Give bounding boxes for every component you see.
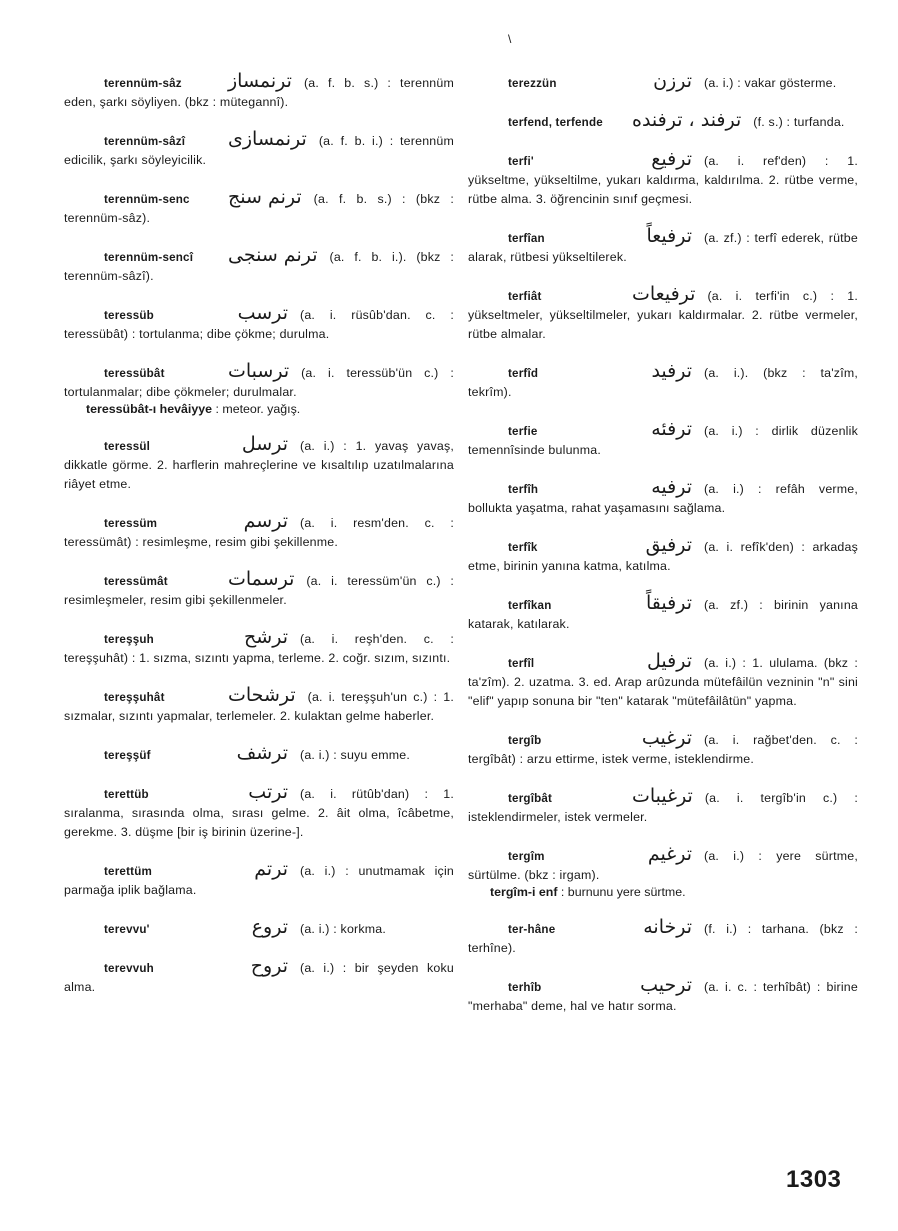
entry-arabic-script: ترغیب (641, 727, 692, 749)
entry-arabic-script: ترغیبات (632, 785, 693, 807)
entry-headword: terettüm (104, 865, 152, 878)
entry-headword: terfîh (508, 483, 539, 496)
entry-definition: (a. i. rüsûb'dan. c. : teressübât) : tortulanma; dibe çökme; durulma. (64, 308, 454, 341)
dictionary-entry (468, 652, 858, 711)
dictionary-entry (64, 512, 454, 552)
entry-arabic-script: ترفیعاً (646, 225, 692, 247)
entry-definition: (a. i. terfi'in c.) : 1. yükseltmeler, yükseltilmeler, yukarı kaldırmalar. 2. rütbe vermeler, rütbe almalar. (468, 289, 858, 341)
entry-arabic-script: ترسبات (228, 360, 290, 382)
entry-arabic-script: ترنم سنج (228, 186, 302, 208)
entry-arabic-script: ترسل (241, 433, 288, 455)
entry-arabic-script: ترفیق (645, 534, 692, 556)
dictionary-entry (468, 72, 858, 93)
dictionary-entry (64, 246, 454, 286)
entry-definition: (a. i. c. : terhîbât) : birine "merhaba" deme, hal ve hatır sorma. (468, 980, 858, 1013)
entry-headword: terfîk (508, 541, 538, 554)
entry-definition: (a. zf.) : terfî ederek, rütbe alarak, rütbesi yükseltilerek. (468, 231, 858, 264)
dictionary-entry (64, 130, 454, 170)
dictionary-entry (468, 536, 858, 576)
right-column (468, 72, 858, 1034)
entry-arabic-script: ترحیب (640, 974, 692, 996)
dictionary-entry (64, 435, 454, 494)
top-mark: \ (508, 32, 512, 46)
entry-arabic-script: ترتم (254, 858, 288, 880)
entry-headword: terfîkan (508, 599, 552, 612)
entry-definition: (a. i.) : yere sürtme, sürtülme. (bkz : irgam). (468, 849, 858, 882)
entry-headword: terfend, terfende (508, 116, 603, 129)
entry-definition: (a. i. rütûb'dan) : 1. sıralanma, sırasında olma, sırası gelme. 2. âit olma, îcâbetme, gerekme. 3. düşme [bir iş birinin üzerine-]. (64, 787, 454, 839)
dictionary-entry (468, 362, 858, 402)
entry-headword: tereşşuhât (104, 691, 165, 704)
entry-arabic-script: ترشح (244, 626, 288, 648)
dictionary-entry (64, 957, 454, 997)
dictionary-entry (64, 918, 454, 939)
entry-definition: (a. i. tereşşuh'un c.) : 1. sızmalar, sızıntı yapmalar, terlemeler. 2. kulaktan gelme haberler. (64, 690, 454, 723)
dictionary-entry (64, 744, 454, 765)
entry-headword: ter-hâne (508, 923, 556, 936)
entry-definition: (a. f. b. s.) : (bkz : terennüm-sâz). (64, 192, 454, 225)
dictionary-entry (64, 188, 454, 228)
entry-definition: (a. i. refîk'den) : arkadaş etme, birinin yanına katma, katılma. (468, 540, 858, 573)
entry-definition: (a. i.) : refâh verme, bollukta yaşatma, rahat yaşamasını sağlama. (468, 482, 858, 515)
entry-headword: terfîan (508, 232, 545, 245)
entry-arabic-script: ترتب (248, 781, 288, 803)
entry-headword: terfiât (508, 290, 542, 303)
dictionary-entry (468, 787, 858, 827)
entry-headword: terennüm-sencî (104, 251, 194, 264)
entry-headword: teressümât (104, 575, 168, 588)
entry-arabic-script: تروع (251, 916, 288, 938)
page-number: 1303 (786, 1166, 842, 1193)
left-column (64, 72, 454, 1015)
dictionary-entry (64, 570, 454, 610)
dictionary-entry (64, 783, 454, 842)
entry-arabic-script: ترفیه (651, 476, 692, 498)
entry-definition: (a. f. b. i.). (bkz : terennüm-sâzî). (64, 250, 454, 283)
entry-definition: (a. i.) : korkma. (300, 922, 387, 936)
entry-definition: (a. i. teressüb'ün c.) : tortulanmalar; dibe çökmeler; durulmalar. (64, 366, 454, 399)
entry-definition: (a. i.) : vakar gösterme. (704, 76, 837, 90)
dictionary-entry (64, 860, 454, 900)
entry-headword: tereşşuh (104, 633, 154, 646)
entry-headword: terettüb (104, 788, 149, 801)
entry-headword: terfi' (508, 155, 534, 168)
dictionary-entry (468, 420, 858, 460)
entry-headword: teressül (104, 440, 151, 453)
entry-headword: terfie (508, 425, 538, 438)
entry-arabic-script: ترنمساز (228, 70, 292, 92)
entry-definition: (a. i. reşh'den. c. : tereşşuhât) : 1. sızma, sızıntı yapma, terleme. 2. coğr. sızım, sızıntı. (64, 632, 454, 665)
dictionary-entry (468, 150, 858, 209)
entry-definition: (a. i. teressüm'ün c.) : resimleşmeler, resim gibi şekillenmeler. (64, 574, 454, 607)
entry-arabic-script: ترفیع (651, 148, 692, 170)
dictionary-entry (468, 111, 858, 132)
sub-entry-headword: tergîm-i enf (490, 885, 558, 899)
entry-arabic-script: ترزن (653, 70, 692, 92)
dictionary-entry (64, 72, 454, 112)
sub-entry-headword: teressübât-ı hevâiyye (86, 402, 213, 416)
dictionary-entry (468, 976, 858, 1016)
entry-headword: tergîb (508, 734, 542, 747)
entry-headword: terhîb (508, 981, 542, 994)
entry-definition: (a. f. b. i.) : terennüm edicilik, şarkı söyleyicilik. (64, 134, 454, 167)
entry-headword: tergîm (508, 850, 545, 863)
entry-definition: (a. zf.) : birinin yanına katarak, katılarak. (468, 598, 858, 631)
entry-arabic-script: ترفیعات (632, 283, 696, 305)
entry-headword: terfîl (508, 657, 535, 670)
sub-entry (86, 400, 454, 419)
entry-headword: terevvu' (104, 923, 150, 936)
dictionary-entry (468, 227, 858, 267)
sub-entry (490, 883, 858, 902)
entry-arabic-script: ترفند ، ترفنده (632, 109, 742, 131)
entry-arabic-script: تروح (250, 955, 288, 977)
entry-definition: (a. i.). (bkz : ta'zîm, tekrîm). (468, 366, 858, 399)
entry-headword: terennüm-sâzî (104, 135, 186, 148)
sub-entry-definition: : meteor. yağış. (215, 402, 301, 416)
entry-arabic-script: ترسمات (228, 568, 295, 590)
sub-entry-definition: : burnunu yere sürtme. (560, 885, 686, 899)
dictionary-entry (468, 845, 858, 885)
entry-headword: terezzün (508, 77, 557, 90)
entry-arabic-script: ترفئه (651, 418, 692, 440)
entry-headword: teressüm (104, 517, 158, 530)
dictionary-entry (468, 478, 858, 518)
entry-headword: teressüb (104, 309, 154, 322)
entry-headword: tereşşüf (104, 749, 151, 762)
entry-definition: (a. i. tergîb'in c.) : isteklendirmeler, istek vermeler. (468, 791, 858, 824)
entry-arabic-script: ترشف (236, 742, 288, 764)
dictionary-entry (64, 304, 454, 344)
entry-arabic-script: ترنمسازی (228, 128, 307, 150)
dictionary-entry (64, 628, 454, 668)
dictionary-entry (468, 729, 858, 769)
entry-headword: terennüm-sâz (104, 77, 182, 90)
entry-arabic-script: ترنم سنجی (228, 244, 318, 266)
entry-definition: (a. i. resm'den. c. : teressümât) : resimleşme, resim gibi şekillenme. (64, 516, 454, 549)
entry-arabic-script: ترفید (651, 360, 692, 382)
entry-definition: (a. i.) : suyu emme. (300, 748, 411, 762)
entry-headword: teressübât (104, 367, 165, 380)
entry-definition: (a. i.) : bir şeyden koku alma. (64, 961, 454, 994)
entry-definition: (a. i.) : unutmamak için parmağa iplik bağlama. (64, 864, 454, 897)
entry-definition: (a. f. b. s.) : terennüm eden, şarkı söyliyen. (bkz : mütegannî). (64, 76, 454, 109)
entry-headword: tergîbât (508, 792, 553, 805)
entry-headword: terennüm-senc (104, 193, 190, 206)
dictionary-entry (64, 362, 454, 402)
entry-arabic-script: ترسب (237, 302, 288, 324)
entry-arabic-script: ترشحات (228, 684, 296, 706)
entry-definition: (a. i.) : 1. ululama. (bkz : ta'zîm). 2. uzatma. 3. ed. Arap arûzunda mütefâilün vezninin "n" sini "elif" yapıp sonuna bir "ten" katarak "mütefâilâtün" yapma. (468, 656, 858, 708)
entry-definition: (a. i. rağbet'den. c. : tergîbât) : arzu ettirme, istek verme, isteklendirme. (468, 733, 858, 766)
entry-definition: (a. i.) : dirlik düzenlik temennîsinde bulunma. (468, 424, 858, 457)
dictionary-entry (64, 686, 454, 726)
entry-definition: (a. i. ref'den) : 1. yükseltme, yükseltilme, yukarı kaldırma, kaldırılma. 2. rütbe verme, rütbe alma. 3. öğrencinin sınıf geçmesi. (468, 154, 858, 206)
entry-headword: terevvuh (104, 962, 154, 975)
entry-arabic-script: ترفیل (647, 650, 692, 672)
entry-definition: (f. i.) : tarhana. (bkz : terhîne). (468, 922, 858, 955)
entry-headword: terfîd (508, 367, 539, 380)
dictionary-entry (468, 594, 858, 634)
dictionary-entry (468, 918, 858, 958)
dictionary-entry (468, 285, 858, 344)
entry-arabic-script: ترخانه (643, 916, 692, 938)
entry-definition: (a. i.) : 1. yavaş yavaş, dikkatle görme. 2. harflerin mahreçlerine ve kısaltılıp uzatılmalarına riâyet etme. (64, 439, 454, 491)
entry-arabic-script: ترسم (243, 510, 288, 532)
entry-definition: (f. s.) : turfanda. (753, 115, 845, 129)
entry-arabic-script: ترغیم (647, 843, 692, 865)
entry-arabic-script: ترفیقاً (646, 592, 692, 614)
